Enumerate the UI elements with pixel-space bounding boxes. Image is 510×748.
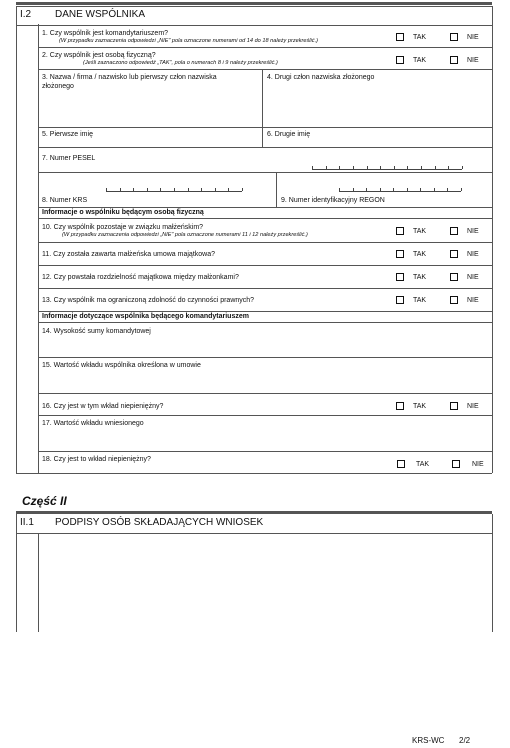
q13-no-label: NIE: [467, 297, 479, 304]
q12-label: 12. Czy powstała rozdzielność majątkowa między małżonkami?: [42, 274, 239, 281]
q1-no-checkbox[interactable]: [450, 33, 458, 41]
q10-yes-checkbox[interactable]: [396, 227, 404, 235]
field3-label: 3. Nazwa / firma / nazwisko lub pierwszy człon nazwiska: [42, 74, 217, 81]
field3-input[interactable]: [39, 93, 261, 126]
q16-no-label: NIE: [467, 403, 479, 410]
divider: [38, 415, 492, 416]
field15-input[interactable]: [39, 372, 491, 392]
frame-inner-left: [38, 24, 39, 473]
q13-yes-label: TAK: [413, 297, 427, 304]
signatures-area[interactable]: [39, 534, 491, 631]
field4-label: 4. Drugi człon nazwiska złożonego: [267, 74, 375, 81]
divider: [38, 322, 492, 323]
field5-label: 5. Pierwsze imię: [42, 131, 93, 138]
q2-yes-label: TAK: [413, 57, 427, 64]
q2-no-label: NIE: [467, 57, 479, 64]
part2-section-number: II.1: [20, 517, 34, 528]
q11-yes-checkbox[interactable]: [396, 250, 404, 258]
q13-label: 13. Czy wspólnik ma ograniczoną zdolność do czynności prawnych?: [42, 297, 255, 304]
q1-yes-checkbox[interactable]: [396, 33, 404, 41]
q16-yes-label: TAK: [413, 403, 427, 410]
q16-label: 16. Czy jest w tym wkład niepieniężny?: [42, 403, 164, 410]
frame-left: [16, 6, 17, 473]
q16-yes-checkbox[interactable]: [396, 402, 404, 410]
q12-yes-label: TAK: [413, 274, 427, 281]
field8-label: 8. Numer KRS: [42, 197, 88, 204]
field4-input[interactable]: [263, 84, 491, 126]
divider: [38, 393, 492, 394]
divider: [38, 265, 492, 266]
q10-label: 10. Czy wspólnik pozostaje w związku małżeńskim?: [42, 224, 204, 231]
q1-no-label: NIE: [467, 34, 479, 41]
frame-right: [492, 6, 493, 473]
q18-yes-checkbox[interactable]: [397, 460, 405, 468]
divider: [38, 357, 492, 358]
natural-person-header: Informacje o wspólniku będącym osobą fizyczną: [42, 209, 204, 216]
pesel-digit-boxes[interactable]: [312, 165, 462, 170]
q1-label: 1. Czy wspólnik jest komandytariuszem?: [42, 30, 169, 37]
regon-digit-boxes[interactable]: [339, 187, 461, 192]
q10-no-label: NIE: [467, 228, 479, 235]
limited-partner-header: Informacje dotyczące wspólnika będącego komandytariuszem: [42, 313, 249, 320]
q12-no-label: NIE: [467, 274, 479, 281]
field14-input[interactable]: [39, 338, 491, 356]
q18-no-checkbox[interactable]: [452, 460, 460, 468]
part2-section-title: PODPISY OSÓB SKŁADAJĄCYCH WNIOSEK: [55, 517, 264, 528]
field6-label: 6. Drugie imię: [267, 131, 311, 138]
form-code: KRS-WC: [412, 736, 445, 745]
q10-yes-label: TAK: [413, 228, 427, 235]
q1-note: (W przypadku zaznaczenia odpowiedzi „NIE” pola oznaczone numerami od 14 do 18 należy przekreślić.): [59, 38, 318, 44]
field17-label: 17. Wartość wkładu wniesionego: [42, 420, 144, 427]
field7-label: 7. Numer PESEL: [42, 155, 96, 162]
field9-label: 9. Numer identyfikacyjny REGON: [281, 197, 385, 204]
divider: [38, 207, 492, 208]
divider: [38, 127, 492, 128]
part2-frame-right: [492, 514, 493, 632]
q1-yes-label: TAK: [413, 34, 427, 41]
part1-bottom-border: [16, 473, 492, 474]
divider: [38, 218, 492, 219]
q2-note: (Jeśli zaznaczono odpowiedź „TAK”, pola o numerach 8 i 9 należy przekreślić.): [83, 60, 278, 66]
page-number: 2/2: [459, 736, 471, 745]
q2-label: 2. Czy wspólnik jest osobą fizyczną?: [42, 52, 156, 59]
divider: [38, 451, 492, 452]
section-title: DANE WSPÓLNIKA: [55, 9, 146, 20]
q11-label: 11. Czy została zawarta małżeńska umowa majątkowa?: [42, 251, 216, 258]
field17-input[interactable]: [39, 430, 491, 450]
q11-no-label: NIE: [467, 251, 479, 258]
q12-no-checkbox[interactable]: [450, 273, 458, 281]
q11-no-checkbox[interactable]: [450, 250, 458, 258]
q18-label: 18. Czy jest to wkład niepieniężny?: [42, 456, 151, 463]
q11-yes-label: TAK: [413, 251, 427, 258]
field14-label: 14. Wysokość sumy komandytowej: [42, 328, 151, 335]
q10-no-checkbox[interactable]: [450, 227, 458, 235]
q10-note: (W przypadku zaznaczenia odpowiedzi „NIE” pola oznaczone numerami 11 i 12 należy przekreślić.): [62, 232, 308, 238]
divider: [38, 147, 492, 148]
q13-no-checkbox[interactable]: [450, 296, 458, 304]
field15-label: 15. Wartość wkładu wspólnika określona w umowie: [42, 362, 201, 369]
part2-title: Część II: [22, 494, 67, 508]
divider: [276, 172, 277, 207]
divider: [38, 47, 492, 48]
q12-yes-checkbox[interactable]: [396, 273, 404, 281]
q16-no-checkbox[interactable]: [450, 402, 458, 410]
divider: [38, 69, 492, 70]
divider: [38, 172, 492, 173]
section-number: I.2: [20, 9, 32, 20]
q2-no-checkbox[interactable]: [450, 56, 458, 64]
part2-frame-left: [16, 514, 17, 632]
divider: [38, 288, 492, 289]
krs-digit-boxes[interactable]: [106, 187, 242, 192]
divider: [38, 242, 492, 243]
part1-top-rule: [16, 2, 492, 5]
divider: [38, 311, 492, 312]
field3-label-cont: złożonego: [42, 83, 74, 90]
q18-yes-label: TAK: [416, 461, 430, 468]
q18-no-label: NIE: [472, 461, 484, 468]
divider: [262, 127, 263, 147]
q13-yes-checkbox[interactable]: [396, 296, 404, 304]
q2-yes-checkbox[interactable]: [396, 56, 404, 64]
